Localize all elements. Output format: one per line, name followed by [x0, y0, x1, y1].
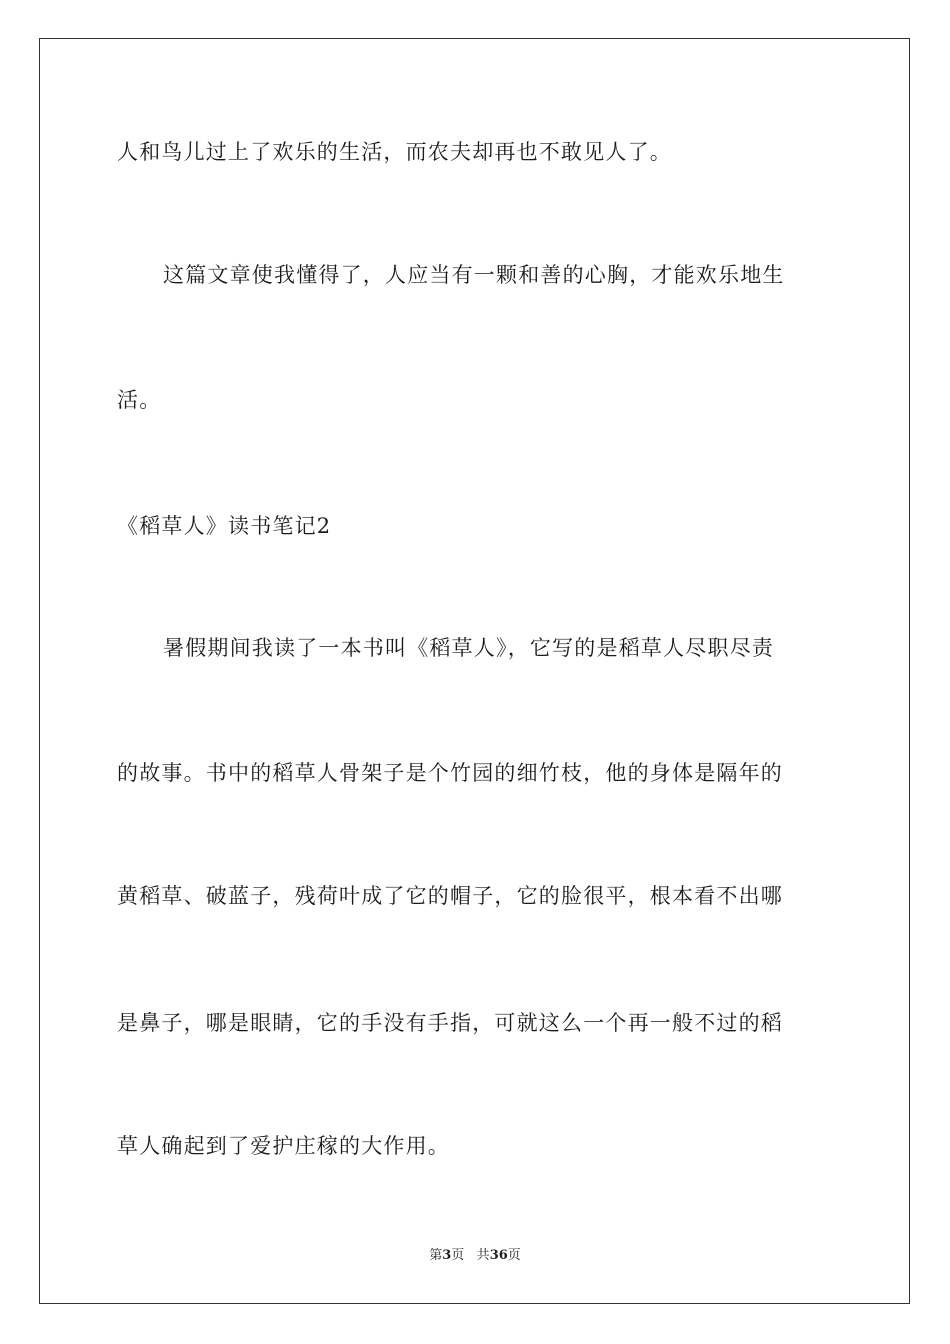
page-prefix: 第 [429, 1248, 443, 1263]
paragraph-line: 是鼻子，哪是眼睛，它的手没有手指，可就这么一个再一般不过的稻 [117, 1011, 783, 1035]
page-number: 3 [442, 1248, 452, 1263]
total-prefix: 共 [476, 1248, 490, 1263]
paragraph-line: 活。 [117, 388, 162, 412]
total-suffix: 页 [507, 1248, 521, 1263]
section-heading: 《稻草人》读书笔记2 [117, 514, 332, 538]
paragraph-line: 草人确起到了爱护庄稼的大作用。 [117, 1134, 450, 1158]
paragraph-line: 黄稻草、破蓝子，残荷叶成了它的帽子，它的脸很平，根本看不出哪 [117, 884, 783, 908]
page-border [39, 38, 910, 1304]
paragraph-line: 暑假期间我读了一本书叫《稻草人》，它写的是稻草人尽职尽责 [163, 636, 775, 660]
page-suffix: 页 [451, 1248, 465, 1263]
paragraph-line: 人和鸟儿过上了欢乐的生活，而农夫却再也不敢见人了。 [117, 140, 672, 164]
page-footer [0, 1247, 950, 1265]
total-pages: 36 [489, 1248, 508, 1263]
paragraph-line: 的故事。书中的稻草人骨架子是个竹园的细竹枝，他的身体是隔年的 [117, 761, 783, 785]
paragraph-line: 这篇文章使我懂得了，人应当有一颗和善的心胸，才能欢乐地生 [163, 263, 785, 287]
